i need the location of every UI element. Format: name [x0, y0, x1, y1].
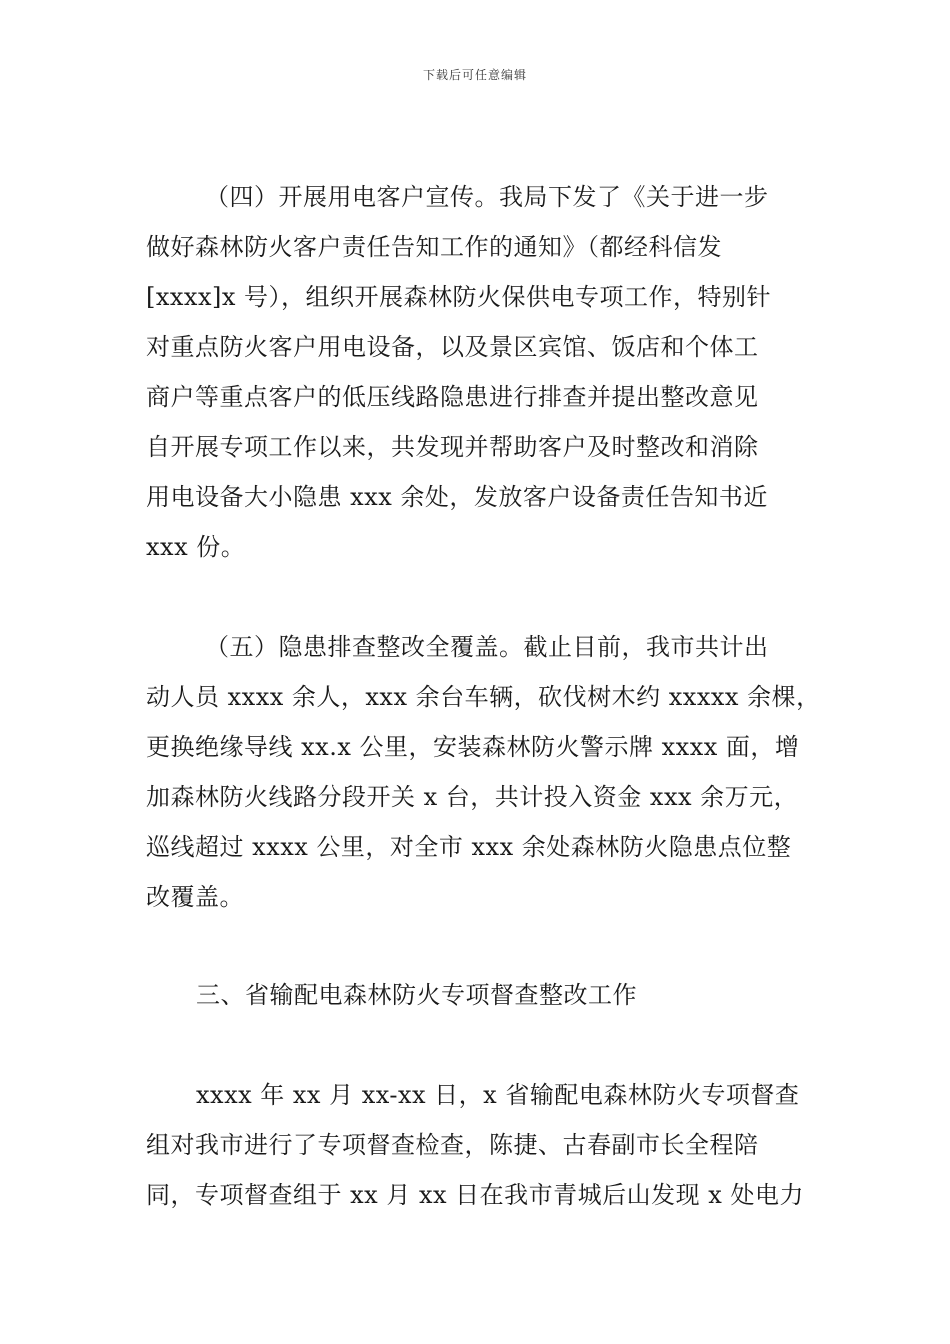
paragraph-1-line-1: （四）开展用电客户宣传。我局下发了《关于进一步: [205, 183, 769, 211]
paragraph-2-line-6: 改覆盖。: [146, 883, 244, 911]
section-heading: 三、省输配电森林防火专项督查整改工作: [196, 981, 637, 1009]
paragraph-4-line-2: 组对我市进行了专项督查检查，陈捷、古春副市长全程陪: [146, 1131, 759, 1159]
paragraph-2-line-4: 加森林防火线路分段开关 x 台，共计投入资金 xxx 余万元，: [146, 783, 799, 811]
paragraph-2-line-1: （五）隐患排查整改全覆盖。截止目前，我市共计出: [205, 633, 769, 661]
paragraph-2-line-2: 动人员 xxxx 余人，xxx 余台车辆，砍伐树木约 xxxxx 余棵，: [146, 683, 821, 711]
paragraph-1-line-3: [xxxx]x 号），组织开展森林防火保供电专项工作，特别针: [146, 283, 772, 311]
paragraph-4-line-3: 同，专项督查组于 xx 月 xx 日在我市青城后山发现 x 处电力: [146, 1181, 804, 1209]
paragraph-2-line-3: 更换绝缘导线 xx.x 公里，安装森林防火警示牌 xxxx 面，增: [146, 733, 800, 761]
paragraph-1-line-5: 商户等重点客户的低压线路隐患进行排查并提出整改意见: [146, 383, 759, 411]
page-header: 下载后可任意编辑: [422, 68, 527, 82]
paragraph-1-line-4: 对重点防火客户用电设备，以及景区宾馆、饭店和个体工: [146, 333, 759, 361]
paragraph-1-line-2: 做好森林防火客户责任告知工作的通知》（都经科信发: [146, 233, 722, 261]
paragraph-4-line-1: xxxx 年 xx 月 xx-xx 日，x 省输配电森林防火专项督查: [196, 1081, 800, 1109]
paragraph-1-line-6: 自开展专项工作以来，共发现并帮助客户及时整改和消除: [146, 433, 759, 461]
paragraph-1-line-7: 用电设备大小隐患 xxx 余处，发放客户设备责任告知书近: [146, 483, 768, 511]
paragraph-2-line-5: 巡线超过 xxxx 公里，对全市 xxx 余处森林防火隐患点位整: [146, 833, 792, 861]
paragraph-1-line-8: xxx 份。: [146, 533, 246, 561]
